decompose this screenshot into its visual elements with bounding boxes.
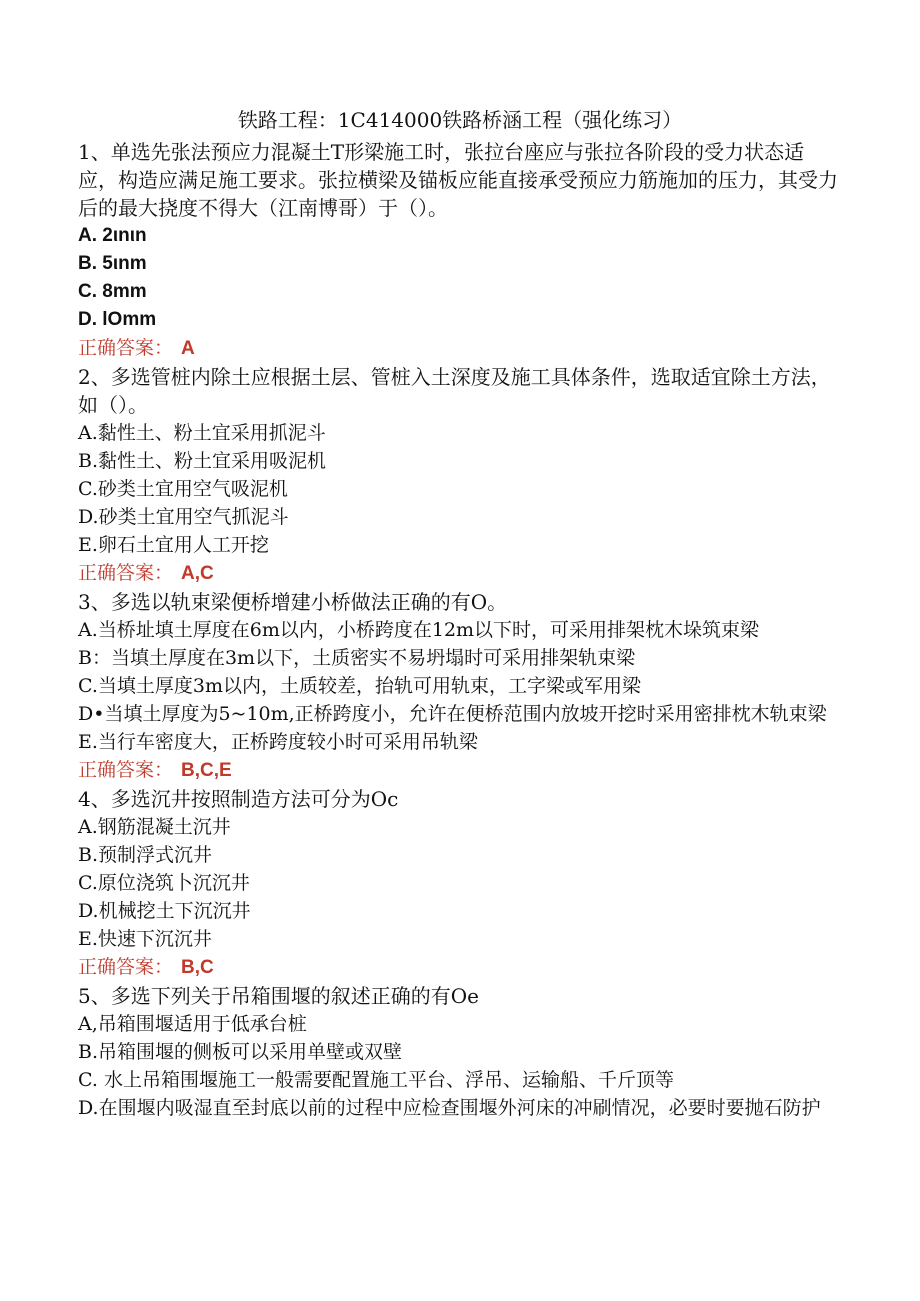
answer-value: A (181, 338, 195, 359)
answer-label: 正确答案： (78, 337, 174, 359)
option-a: A.当桥址填土厚度在6m以内，小桥跨度在12m以下时，可采用排架枕木垛筑束梁 (78, 619, 760, 641)
question-stem: 5、多选下列关于吊箱围堰的叙述正确的有Oe (78, 984, 479, 1008)
answer-row (78, 756, 838, 785)
question-3 (78, 588, 838, 785)
question-stem: 1、单选先张法预应力混凝土T形梁施工时，张拉台座应与张拉各阶段的受力状态适应，构造应满足施工要求。张拉横梁及锚板应能直接承受预应力筋施加的压力，其受力后的最大挠度不得大（江南博哥）于（）。 (78, 140, 838, 220)
option-b: B.吊箱围堰的侧板可以采用单壁或双壁 (78, 1041, 403, 1063)
option-e: E.卵石土宜用人工开挖 (78, 534, 269, 556)
question-list (78, 138, 838, 1122)
answer-label: 正确答案： (78, 956, 174, 978)
option-c: C.当填土厚度3m以内，土质较差，抬轨可用轨束，工字梁或军用梁 (78, 675, 642, 697)
option-a: A. 2ιnιn (78, 225, 147, 246)
option-e: E.快速下沉沉井 (78, 928, 212, 950)
answer-value: B,C (181, 957, 214, 978)
answer-value: A,C (181, 563, 214, 584)
option-b: B.预制浮式沉井 (78, 844, 213, 866)
document-title: 铁路工程：1C414000铁路桥涵工程（强化练习） (237, 108, 683, 132)
option-a: A,吊箱围堰适用于低承台桩 (78, 1013, 307, 1035)
option-c: C.砂类土宜用空气吸泥机 (78, 478, 288, 500)
option-d: D.砂类土宜用空气抓泥斗 (78, 506, 289, 528)
option-a: A.黏性土、粉土宜采用抓泥斗 (78, 422, 326, 444)
question-stem: 3、多选以轨束梁便桥增建小桥做法正确的有O。 (78, 590, 508, 614)
answer-row (78, 334, 838, 363)
answer-label: 正确答案： (78, 562, 174, 584)
option-a: A.钢筋混凝土沉井 (78, 816, 231, 838)
answer-row (78, 559, 838, 588)
option-d: D.机械挖土下沉沉井 (78, 900, 251, 922)
question-stem: 2、多选管桩内除土应根据土层、管桩入土深度及施工具体条件，选取适宜除土方法，如（）。 (78, 365, 831, 417)
option-b: B：当填土厚度在3m以下，土质密实不易坍塌时可采用排架轨束梁 (78, 647, 636, 669)
option-d: D. lOmm (78, 309, 157, 330)
answer-label: 正确答案： (78, 759, 174, 781)
option-e: E.当行车密度大，正桥跨度较小时可采用吊轨梁 (78, 731, 478, 753)
question-2 (78, 363, 838, 588)
option-b: B. 5ιnm (78, 253, 147, 274)
question-1 (78, 138, 838, 363)
question-4 (78, 785, 838, 982)
option-c: C.原位浇筑卜沉沉井 (78, 872, 250, 894)
option-c: C. 8mm (78, 281, 147, 302)
answer-row (78, 953, 838, 982)
question-5 (78, 982, 838, 1122)
option-c: C. 水上吊箱围堰施工一般需要配置施工平台、浮吊、运输船、千斤顶等 (78, 1069, 674, 1091)
option-d: D.在围堰内吸湿直至封底以前的过程中应检查围堰外河床的冲刷情况，必要时要抛石防护 (78, 1097, 821, 1119)
option-b: B.黏性土、粉土宜采用吸泥机 (78, 450, 327, 472)
question-stem: 4、多选沉井按照制造方法可分为Oc (78, 787, 399, 811)
answer-value: B,C,E (181, 760, 232, 781)
option-d: D•当填土厚度为5~10m,正桥跨度小，允许在便桥范围内放坡开挖时采用密排枕木轨束梁 (78, 703, 827, 725)
